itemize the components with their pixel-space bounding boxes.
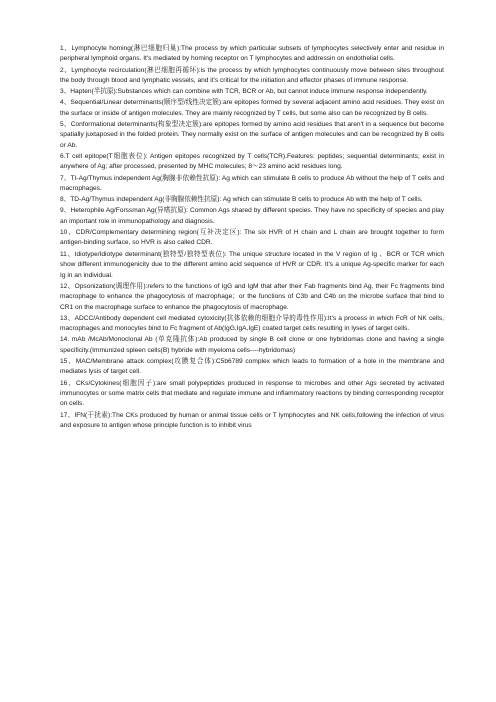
entry-td-ag: 8、TD-Ag/Thymus independent Ag(非胸腺依赖性抗原): Ag which can stimulate B cells to produce Ab with the help of T cells. <box>60 196 423 204</box>
entry-monoclonal-ab: 14. mAb /McAb/Monoclonal Ab (单克隆抗体):Ab produced by single B cell clone or one hybridomas clone and having a single specificity.(Immunized spleen cells(B) hybride with myeloma cells----hybridomas) <box>60 336 444 354</box>
entry-lymphocyte-recirculation: 2、Lymphocyte recirculation(淋巴细胞再循环):is the process by which lymphocytes continuously move between sites throughout the body through blood and lymphatic vessels, and it's critical for the initiation and effector phases of immune response. <box>60 66 444 85</box>
entry-cdr: 10、CDR/Complementary determining region(互补决定区): The six HVR of H chain and L chain are brought together to form antigen-binding surface, so HVR is also called CDR. <box>60 229 444 247</box>
entry-mac: 15、MAC/Membrane attack complex(攻膜复合体):C5b6789 complex which leads to formation of a hole in the membrane and mediates lysis of target cell. <box>60 357 444 376</box>
entry-heterophile-ag: 9、Heterophile Ag/Forssman Ag(异嗜抗原): Common Ags shared by different species. They have no specificity of species and play an important role in immunopathology and diagnosis. <box>60 207 444 225</box>
entry-sequential-determinants: 4、Sequential/Linear determinants(顺序型/线性决定簇):are epitopes formed by several adjacent amino acid residues. They exist on the surface or inside of antigen molecules. They are mainly recognized by T cells, but some also can be recognized by B cells. <box>60 99 444 117</box>
entry-conformational-determinants: 5、Conformational determinants(构象型决定簇):are epitopes formed by amino acid residues that aren't in a sequence but become spatially juxtaposed in the folded protein. They normally exist on the surface of antigen molecules and can be recognized by B cells or Ab. <box>60 121 444 149</box>
entry-adcc: 13、ADCC/Antibody dependent cell mediated cytoxicity(抗体依赖的细胞介导的毒性作用):It's a process in which FcR of NK cells, macrophages and monocytes bind to Fc fragment of Ab(IgG,IgA,IgE) coated target cells resulting in lyses of target cells. <box>60 314 444 333</box>
entry-hapten: 3、Hapten(半抗原):Substances which can combine with TCR, BCR or Ab, but cannot induce immune response independently. <box>60 88 428 96</box>
entry-opsonization: 12、Opsonization(调理作用):refers to the functions of IgG and IgM that after their Fab fragments bind Ag, their Fc fragments bind macrophage to enhance the phagocytosis of macrophage；or the functions of C3b and C4b on the microbe surface that bind to CR1 on the macrophage surface to enhance the phagocytosis of macrophage. <box>60 282 444 311</box>
entry-t-cell-epitope: 6.T cell epitope(T细胞表位): Antigen epitopes recognized by T cells(TCR).Features: peptides; sequential determinants; exist in anywhere of Ag; after processed, presented by MHC molecules; 8～23 amino acid residues long. <box>60 153 444 171</box>
entry-ti-ag: 7、TI-Ag/Thymus independent Ag(胸腺非依赖性抗原): Ag which can stimulate B cells to produce Ab without the help of T cells and macrophages. <box>60 174 444 193</box>
entry-idiotype: 11、Idiotype/Idiotype determinant(独特型/独特型表位): The unique structure located in the V region of Ig 、BCR or TCR which show different immunogenicity due to the different amino acid sequence of HVR or CDR. It's a unique Ag-specific marker for each Ig in an individual. <box>60 250 444 279</box>
entry-cytokines: 16、CKs/Cytokines(细胞因子):are small polypeptides produced in response to microbes and other Ags secreted by activated immunocytes or some matrix cells that mediate and regulate immune and inflammatory reactions by binding corresponding receptor on cells. <box>60 379 444 408</box>
entry-lymphocyte-homing: 1、Lymphocyte homing(淋巴细胞归巢):The process by which particular subsets of lymphocytes selectively enter and residue in peripheral lymphoid organs. It's mediated by homing receptor on T lymphocytes and addressin on endothelial cells. <box>60 45 444 63</box>
entry-ifn: 17、IFN(干扰素):The CKs produced by human or animal tissue cells or T lymphocytes and NK cells,following the infection of virus and exposure to antigen whose principle function is to inhibit virus <box>60 411 444 429</box>
